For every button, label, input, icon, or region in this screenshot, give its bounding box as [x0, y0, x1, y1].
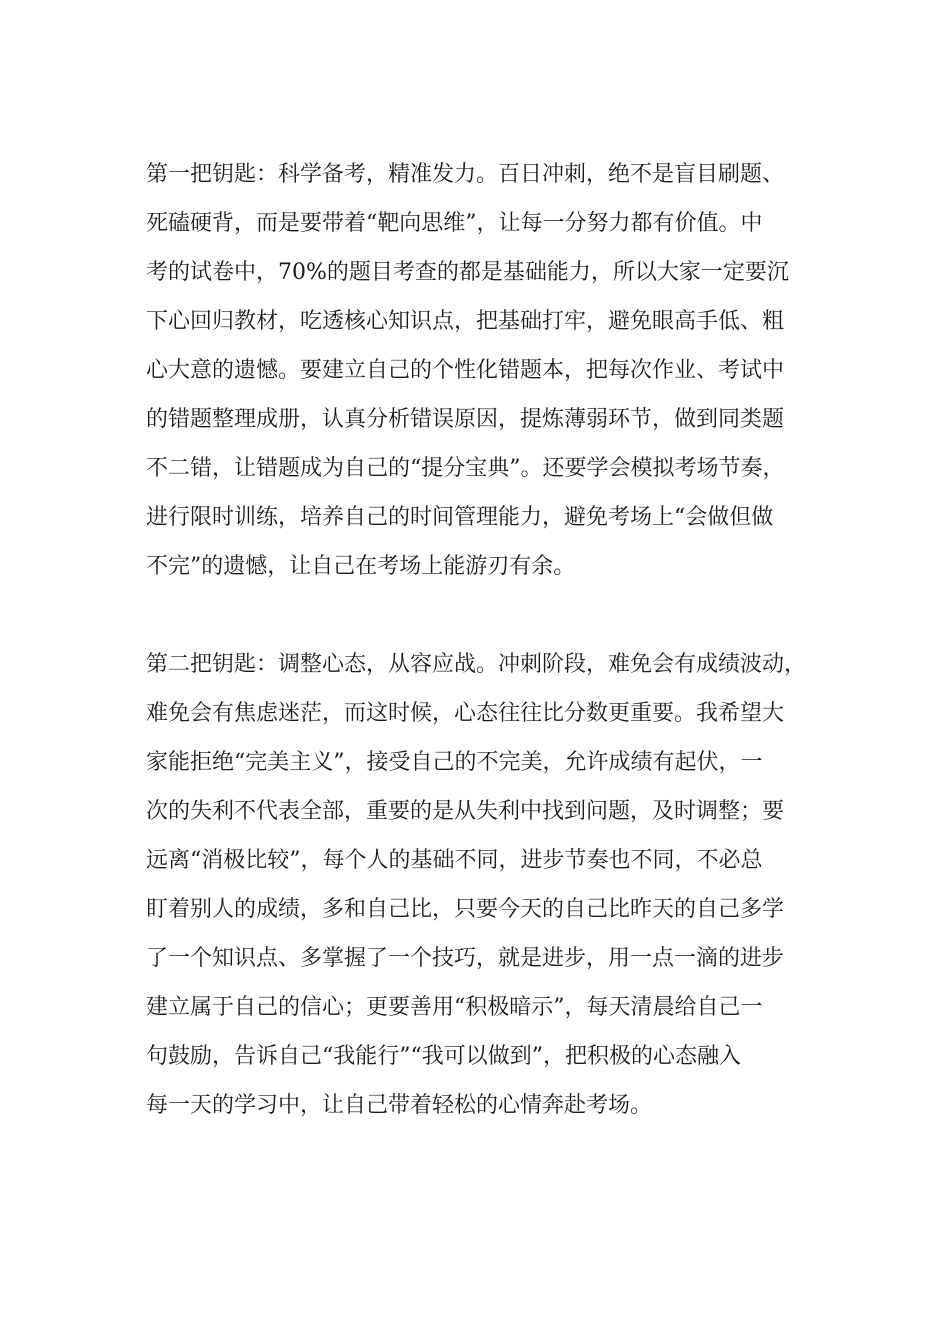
paragraph-line: 难免会有焦虑迷茫，而这时候，心态往往比分数更重要。我希望大 [146, 701, 785, 726]
paragraph-line: 句鼓励，告诉自己“我能行”“我可以做到”，把积极的心态融入 [146, 1044, 741, 1069]
paragraph-line: 的错题整理成册，认真分析错误原因，提炼薄弱环节，做到同类题 [146, 407, 785, 432]
paragraph-line: 心大意的遗憾。要建立自己的个性化错题本，把每次作业、考试中 [146, 358, 785, 383]
paragraph-line: 建立属于自己的信心；更要善用“积极暗示”，每天清晨给自己一 [146, 995, 763, 1020]
paragraph-line: 家能拒绝“完美主义”，接受自己的不完美，允许成绩有起伏，一 [146, 750, 763, 775]
paragraph-line: 远离“消极比较”，每个人的基础不同，进步节奏也不同，不必总 [146, 848, 763, 873]
paragraph-line: 死磕硬背，而是要带着“靶向思维”，让每一分努力都有价值。中 [146, 211, 763, 236]
paragraph-line: 不完”的遗憾，让自己在考场上能游刃有余。 [146, 554, 576, 579]
paragraph-line: 每一天的学习中，让自己带着轻松的心情奔赴考场。 [146, 1093, 653, 1118]
paragraph-line: 第一把钥匙：科学备考，精准发力。百日冲刺，绝不是盲目刷题、 [146, 162, 785, 187]
paragraph-line: 了一个知识点、多掌握了一个技巧，就是进步，用一点一滴的进步 [146, 946, 785, 971]
paragraph-line: 第二把钥匙：调整心态，从容应战。冲刺阶段，难免会有成绩波动， [146, 652, 807, 677]
paragraph-line: 不二错，让错题成为自己的“提分宝典”。还要学会模拟考场节奏， [146, 456, 785, 481]
paragraph-line: 盯着别人的成绩，多和自己比，只要今天的自己比昨天的自己多学 [146, 897, 785, 922]
paragraph-line: 次的失利不代表全部，重要的是从失利中找到问题，及时调整；要 [146, 799, 785, 824]
paragraph-line: 考的试卷中，70%的题目考查的都是基础能力，所以大家一定要沉 [146, 260, 789, 285]
paragraph-line: 进行限时训练，培养自己的时间管理能力，避免考场上“会做但做 [146, 505, 774, 530]
paragraph-line: 下心回归教材，吃透核心知识点，把基础打牢，避免眼高手低、粗 [146, 309, 785, 334]
